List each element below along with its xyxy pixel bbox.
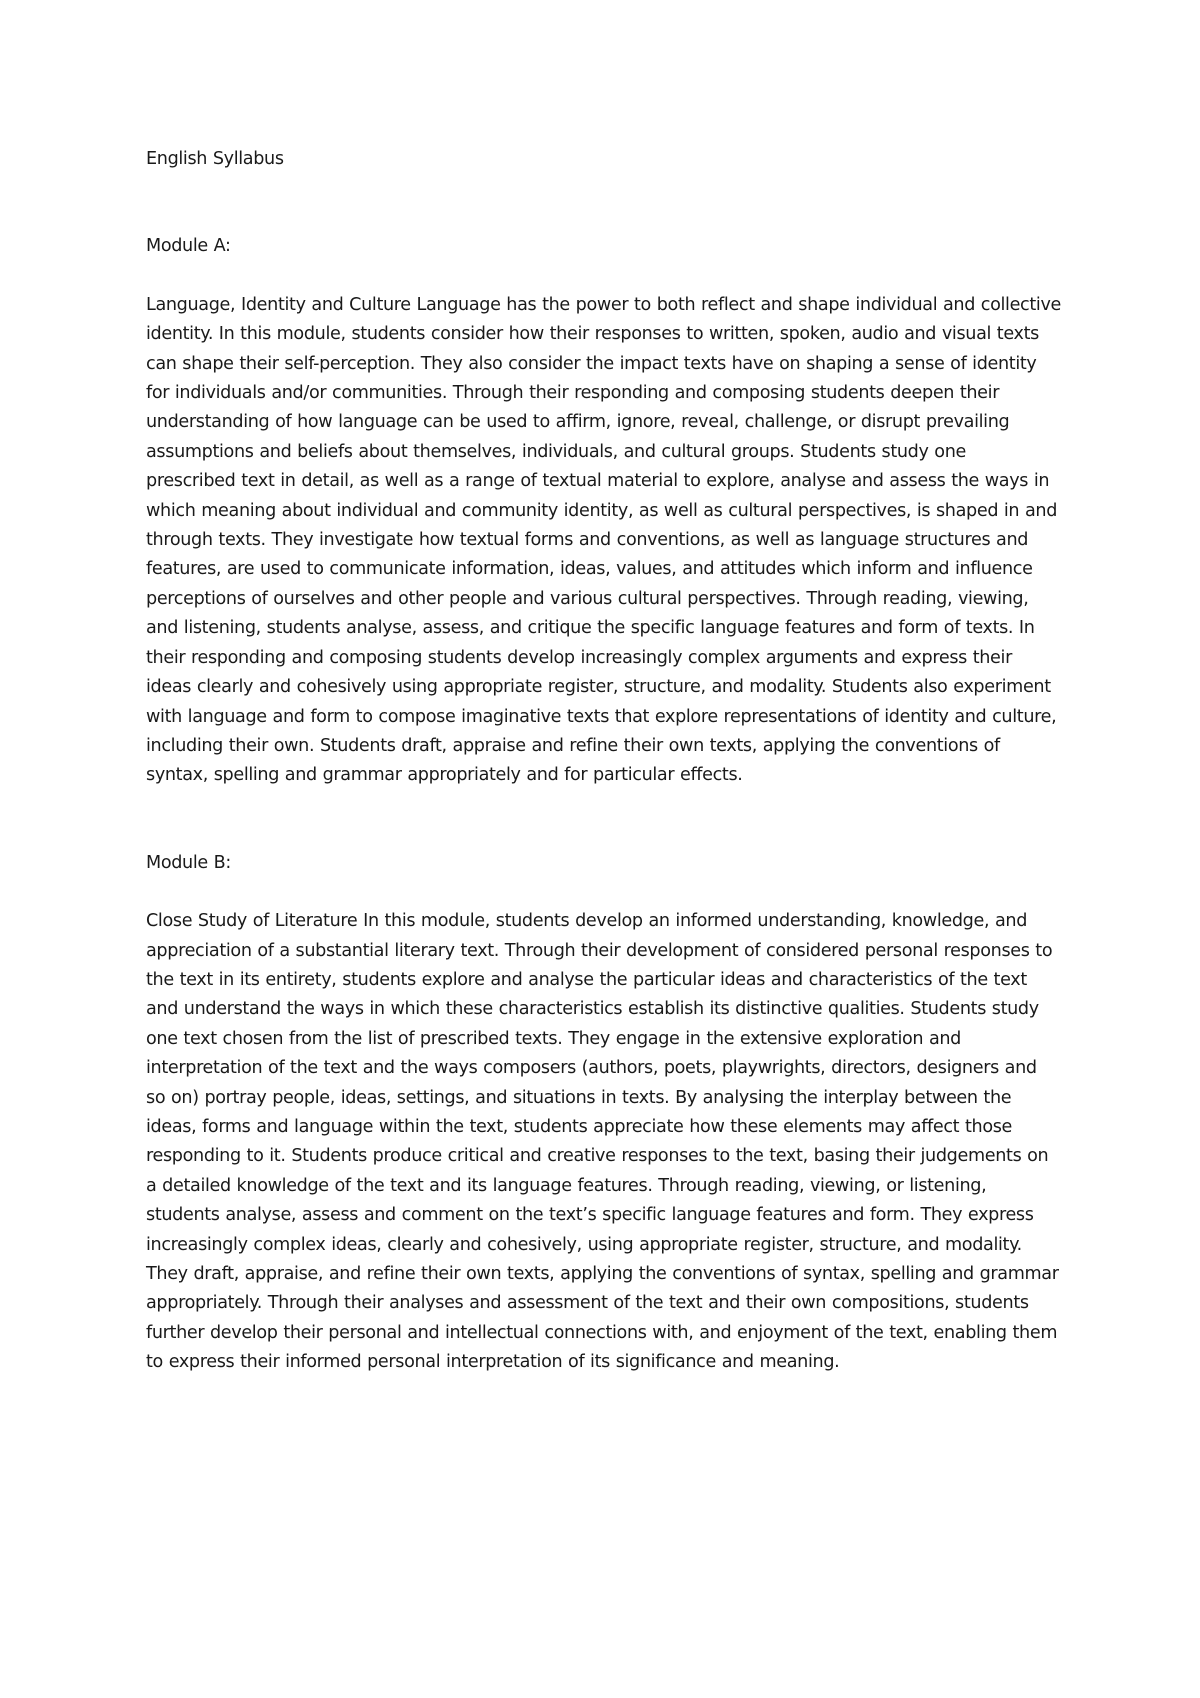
module-b-heading: Module B:	[146, 852, 231, 873]
document-content	[146, 145, 1061, 1378]
module-b-section	[146, 849, 1061, 1378]
module-a-heading: Module A:	[146, 236, 231, 257]
module-b-body: Close Study of Literature In this module, students develop an informed understanding, knowledge, and appreciation of a substantial literary text. Through their development of considered personal responses to the text in its entirety, students explore and analyse the particular ideas and characteristics of the text and understand the ways in which these characteristics establish its distinctive qualities. Students study one text chosen from the list of prescribed texts. They engage in the extensive exploration and interpretation of the text and the ways composers (authors, poets, playwrights, directors, designers and so on) portray people, ideas, settings, and situations in texts. By analysing the interplay between the ideas, forms and language within the text, students appreciate how these elements may affect those responding to it. Students produce critical and creative responses to the text, basing their judgements on a detailed knowledge of the text and its language features. Through reading, viewing, or listening, students analyse, assess and comment on the text’s specific language features and form. They express increasingly complex ideas, clearly and cohesively, using appropriate register, structure, and modality. They draft, appraise, and refine their own texts, applying the conventions of syntax, spelling and grammar appropriately. Through their analyses and assessment of the text and their own compositions, students further develop their personal and intellectual connections with, and enjoyment of the text, enabling them to express their informed personal interpretation of its significance and meaning.	[146, 911, 1059, 1373]
module-a-body: Language, Identity and Culture Language has the power to both reflect and shape individual and collective identity. In this module, students consider how their responses to written, spoken, audio and visual texts can shape their self-perception. They also consider the impact texts have on shaping a sense of identity for individuals and/or communities. Through their responding and composing students deepen their understanding of how language can be used to affirm, ignore, reveal, challenge, or disrupt prevailing assumptions and beliefs about themselves, individuals, and cultural groups. Students study one prescribed text in detail, as well as a range of textual material to explore, analyse and assess the ways in which meaning about individual and community identity, as well as cultural perspectives, is shaped in and through texts. They investigate how textual forms and conventions, as well as language structures and features, are used to communicate information, ideas, values, and attitudes which inform and influence perceptions of ourselves and other people and various cultural perspectives. Through reading, viewing, and listening, students analyse, assess, and critique the specific language features and form of texts. In their responding and composing students develop increasingly complex arguments and express their ideas clearly and cohesively using appropriate register, structure, and modality. Students also experiment with language and form to compose imaginative texts that explore representations of identity and culture, including their own. Students draft, appraise and refine their own texts, applying the conventions of syntax, spelling and grammar appropriately and for particular effects.	[146, 294, 1062, 786]
module-a-section	[146, 232, 1061, 790]
document-title: English Syllabus	[146, 149, 284, 169]
